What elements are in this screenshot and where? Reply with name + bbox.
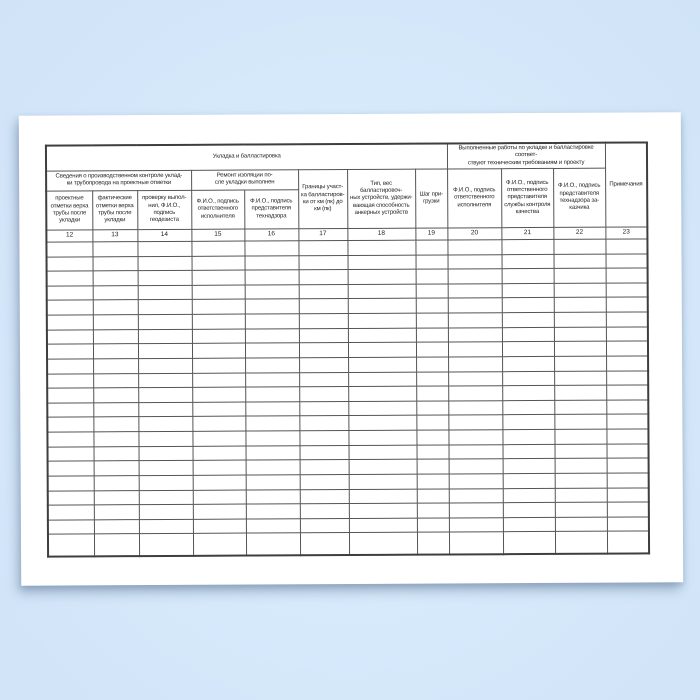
- table-cell: [348, 269, 416, 284]
- table-cell: [245, 255, 299, 270]
- table-cell: [299, 372, 348, 387]
- column-number-cell: 19: [415, 228, 447, 240]
- table-cell: [193, 519, 246, 534]
- table-cell: [299, 343, 348, 358]
- header-client-supervisor-signature: Ф.И.О., подпись представителя технадзора за- казчика: [553, 168, 605, 227]
- table-cell: [246, 445, 300, 460]
- table-cell: [245, 416, 299, 431]
- table-cell: [503, 532, 555, 554]
- table-cell: [607, 517, 649, 532]
- table-cell: [139, 519, 193, 534]
- table-cell: [300, 533, 349, 555]
- table-cell: [300, 489, 349, 504]
- header-actual-marks: фактические отметки верха трубы после укладки: [92, 191, 137, 230]
- table-cell: [448, 386, 502, 401]
- column-number-cell: 18: [347, 228, 415, 240]
- table-cell: [139, 490, 193, 505]
- table-cell: [47, 359, 93, 374]
- table-cell: [138, 300, 192, 315]
- header-row-subgroups: [46, 168, 647, 191]
- table-cell: [554, 268, 606, 283]
- table-cell: [502, 371, 554, 386]
- table-cell: [554, 327, 606, 342]
- table-cell: [503, 473, 555, 488]
- table-cell: [348, 430, 416, 445]
- table-cell: [448, 430, 502, 445]
- table-cell: [138, 344, 192, 359]
- table-cell: [607, 473, 649, 488]
- table-cell: [192, 256, 245, 271]
- table-cell: [47, 388, 93, 403]
- table-cell: [192, 285, 245, 300]
- table-cell: [554, 356, 606, 371]
- table-cell: [553, 239, 605, 254]
- table-cell: [138, 373, 192, 388]
- header-executor-signature: Ф.И.О., подпись ответственного исполнителя: [447, 169, 501, 228]
- table-cell: [245, 372, 299, 387]
- table-cell: [502, 283, 554, 298]
- table-cell: [416, 401, 448, 416]
- table-cell: [503, 488, 555, 503]
- table-cell: [416, 313, 448, 328]
- table-cell: [246, 533, 300, 555]
- table-cell: [46, 242, 92, 257]
- table-cell: [94, 490, 139, 505]
- table-cell: [245, 299, 299, 314]
- table-cell: [415, 240, 447, 255]
- table-cell: [193, 460, 246, 475]
- table-cell: [299, 270, 348, 285]
- table-cell: [501, 239, 553, 254]
- table-cell: [193, 533, 246, 555]
- table-cell: [348, 357, 416, 372]
- table-cell: [94, 505, 139, 520]
- table-cell: [193, 475, 246, 490]
- table-cell: [47, 417, 93, 432]
- table-cell: [299, 387, 348, 402]
- table-cell: [448, 298, 502, 313]
- table-cell: [606, 414, 648, 429]
- table-cell: [139, 504, 193, 519]
- table-cell: [502, 386, 554, 401]
- table-cell: [448, 371, 502, 386]
- table-cell: [448, 400, 502, 415]
- table-cell: [192, 373, 245, 388]
- table-cell: [447, 240, 501, 255]
- table-cell: [503, 503, 555, 518]
- table-cell: [555, 444, 607, 459]
- table-cell: [448, 283, 502, 298]
- column-number-cell: 13: [92, 230, 137, 242]
- column-number-cell: 20: [447, 228, 501, 240]
- table-cell: [192, 416, 245, 431]
- table-cell: [48, 461, 94, 476]
- column-number-cell: 15: [191, 229, 244, 241]
- table-cell: [300, 474, 349, 489]
- table-cell: [348, 386, 416, 401]
- table-cell: [449, 474, 503, 489]
- table-cell: [245, 431, 299, 446]
- table-cell: [449, 459, 503, 474]
- table-cell: [448, 357, 502, 372]
- table-cell: [93, 344, 138, 359]
- table-cell: [416, 255, 448, 270]
- table-cell: [192, 402, 245, 417]
- table-cell: [48, 534, 94, 556]
- table-cell: [416, 357, 448, 372]
- table-cell: [93, 271, 138, 286]
- table-cell: [448, 254, 502, 269]
- table-cell: [606, 312, 648, 327]
- table-cell: [94, 476, 139, 491]
- table-cell: [417, 445, 449, 460]
- table-cell: [93, 388, 138, 403]
- table-cell: [554, 415, 606, 430]
- table-cell: [502, 400, 554, 415]
- column-number-cell: 23: [605, 227, 647, 239]
- table-cell: [349, 459, 417, 474]
- table-cell: [607, 487, 649, 502]
- paper-sheet: [19, 112, 683, 585]
- table-cell: [93, 359, 138, 374]
- table-cell: [555, 517, 607, 532]
- table-cell: [138, 314, 192, 329]
- table-cell: [246, 475, 300, 490]
- table-cell: [192, 343, 245, 358]
- table-cell: [555, 473, 607, 488]
- table-cell: [92, 242, 137, 257]
- table-cell: [417, 459, 449, 474]
- table-cell: [93, 285, 138, 300]
- table-cell: [245, 328, 299, 343]
- table-cell: [47, 315, 93, 330]
- table-cell: [299, 401, 348, 416]
- table-cell: [93, 402, 138, 417]
- table-cell: [93, 417, 138, 432]
- table-cell: [502, 298, 554, 313]
- journal-table: [45, 141, 650, 557]
- table-cell: [555, 458, 607, 473]
- header-boundaries: Границы участ- ка балластиров- ки от км (пк) до км (пк): [298, 169, 347, 228]
- table-cell: [192, 358, 245, 373]
- table-cell: [138, 402, 192, 417]
- table-cell: [554, 400, 606, 415]
- table-cell: [47, 344, 93, 359]
- table-cell: [555, 488, 607, 503]
- table-cell: [554, 371, 606, 386]
- header-completed-group: Выполненные работы по укладке и балластировке соответ- ствуют техническим требованиям и проекту: [447, 143, 605, 169]
- table-cell: [348, 255, 416, 270]
- column-number-cell: 21: [501, 227, 553, 239]
- table-cell: [502, 415, 554, 430]
- table-cell: [448, 269, 502, 284]
- table-cell: [347, 240, 415, 255]
- table-cell: [416, 415, 448, 430]
- table-cell: [138, 387, 192, 402]
- table-cell: [607, 531, 649, 553]
- table-cell: [502, 269, 554, 284]
- table-cell: [47, 256, 93, 271]
- header-design-marks: проектные отметки верха трубы после укладки: [46, 191, 92, 230]
- table-cell: [93, 315, 138, 330]
- table-cell: [503, 517, 555, 532]
- table-cell: [502, 429, 554, 444]
- table-cell: [502, 342, 554, 357]
- table-cell: [606, 297, 648, 312]
- header-surveyor-check: проверку выпол- нил, Ф.И.О., подпись геодезиста: [137, 190, 191, 229]
- table-cell: [502, 254, 554, 269]
- header-ballast-type: Тип, вес балластировоч- ных устройств, удержи- вающая способность анкерных устройств: [347, 169, 415, 228]
- table-cell: [416, 342, 448, 357]
- table-cell: [138, 329, 192, 344]
- header-load-step: Шаг при- грузки: [415, 169, 447, 228]
- table-cell: [192, 329, 245, 344]
- column-number-cell: 16: [244, 229, 298, 241]
- table-cell: [299, 284, 348, 299]
- header-control-group: Сведения о производственном контроле уклад- ки трубопровода на проектные отметки: [46, 170, 191, 191]
- table-cell: [300, 445, 349, 460]
- table-cell: [48, 476, 94, 491]
- table-cell: [245, 402, 299, 417]
- table-cell: [448, 313, 502, 328]
- table-cell: [300, 504, 349, 519]
- table-cell: [246, 460, 300, 475]
- table-cell: [93, 256, 138, 271]
- header-repair-supervisor-signature: Ф.И.О., подпись представителя технадзора: [244, 190, 298, 229]
- table-cell: [449, 503, 503, 518]
- table-cell: [192, 387, 245, 402]
- table-cell: [300, 518, 349, 533]
- table-cell: [246, 504, 300, 519]
- table-cell: [245, 343, 299, 358]
- table-cell: [48, 446, 94, 461]
- table-cell: [246, 489, 300, 504]
- table-cell: [416, 430, 448, 445]
- table-cell: [299, 255, 348, 270]
- header-notes: Примечания: [605, 142, 647, 227]
- header-repair-group: Ремонт изоляции по- сле укладки выполнен: [191, 170, 298, 191]
- table-cell: [348, 372, 416, 387]
- column-number-cell: 12: [46, 230, 92, 242]
- table-cell: [348, 284, 416, 299]
- table-cell: [245, 285, 299, 300]
- table-cell: [245, 387, 299, 402]
- table-cell: [554, 429, 606, 444]
- table-cell: [138, 256, 192, 271]
- table-cell: [416, 269, 448, 284]
- table-cell: [554, 298, 606, 313]
- table-cell: [503, 459, 555, 474]
- table-cell: [139, 446, 193, 461]
- table-cell: [417, 503, 449, 518]
- table-cell: [299, 416, 348, 431]
- table-cell: [449, 517, 503, 532]
- table-cell: [554, 385, 606, 400]
- table-cell: [245, 270, 299, 285]
- table-cell: [245, 358, 299, 373]
- table-cell: [193, 504, 246, 519]
- table-cell: [349, 533, 417, 555]
- table-cell: [349, 503, 417, 518]
- table-cell: [138, 270, 192, 285]
- table-cell: [299, 314, 348, 329]
- table-cell: [349, 489, 417, 504]
- table-cell: [192, 299, 245, 314]
- table-cell: [299, 299, 348, 314]
- table-cell: [300, 460, 349, 475]
- table-cell: [606, 268, 648, 283]
- table-cell: [349, 445, 417, 460]
- column-number-cell: 17: [298, 228, 347, 240]
- table-cell: [93, 300, 138, 315]
- table-cell: [47, 286, 93, 301]
- table-cell: [349, 474, 417, 489]
- table-cell: [47, 432, 93, 447]
- table-cell: [48, 520, 94, 535]
- table-cell: [93, 432, 138, 447]
- table-cell: [192, 431, 245, 446]
- table-cell: [139, 475, 193, 490]
- table-cell: [417, 474, 449, 489]
- table-cell: [417, 518, 449, 533]
- header-repair-executor-signature: Ф.И.О., подпись ответственного исполнителя: [191, 190, 244, 229]
- table-cell: [606, 400, 648, 415]
- table-cell: [449, 488, 503, 503]
- table-cell: [94, 461, 139, 476]
- table-cell: [298, 240, 347, 255]
- table-cell: [47, 271, 93, 286]
- header-laying-group: Укладка и балластировка: [46, 143, 447, 170]
- table-cell: [244, 241, 298, 256]
- table-cell: [47, 300, 93, 315]
- table-cell: [299, 328, 348, 343]
- table-cell: [348, 313, 416, 328]
- table-cell: [48, 490, 94, 505]
- table-cell: [607, 444, 649, 459]
- table-cell: [417, 489, 449, 504]
- table-cell: [48, 505, 94, 520]
- table-cell: [246, 519, 300, 534]
- table-cell: [93, 373, 138, 388]
- table-cell: [416, 284, 448, 299]
- table-cell: [47, 329, 93, 344]
- table-cell: [416, 298, 448, 313]
- table-cell: [416, 328, 448, 343]
- table-cell: [606, 283, 648, 298]
- table-cell: [245, 314, 299, 329]
- table-cell: [502, 327, 554, 342]
- table-cell: [138, 285, 192, 300]
- table-cell: [138, 358, 192, 373]
- table-cell: [606, 327, 648, 342]
- table-cell: [606, 370, 648, 385]
- table-cell: [94, 534, 139, 556]
- column-number-cell: 14: [137, 229, 191, 241]
- table-cell: [348, 342, 416, 357]
- table-cell: [554, 283, 606, 298]
- table-cell: [193, 446, 246, 461]
- table-cell: [193, 490, 246, 505]
- table-cell: [416, 372, 448, 387]
- table-cell: [192, 270, 245, 285]
- table-cell: [448, 342, 502, 357]
- table-cell: [416, 386, 448, 401]
- table-cell: [139, 534, 193, 556]
- header-quality-rep-signature: Ф.И.О., подпись ответственного представителя службы контроля качества: [501, 168, 553, 227]
- table-cell: [605, 239, 647, 254]
- table-cell: [417, 532, 449, 554]
- table-cell: [607, 458, 649, 473]
- table-cell: [299, 357, 348, 372]
- table-cell: [449, 444, 503, 459]
- table-cell: [299, 431, 348, 446]
- table-cell: [606, 429, 648, 444]
- table-cell: [502, 312, 554, 327]
- table-cell: [606, 253, 648, 268]
- table-cell: [448, 327, 502, 342]
- table-cell: [138, 431, 192, 446]
- table-cell: [502, 356, 554, 371]
- table-cell: [448, 415, 502, 430]
- table-cell: [503, 444, 555, 459]
- table-cell: [348, 416, 416, 431]
- table-cell: [554, 254, 606, 269]
- table-cell: [348, 328, 416, 343]
- table-cell: [139, 461, 193, 476]
- table-cell: [137, 241, 191, 256]
- column-number-cell: 22: [553, 227, 605, 239]
- table-cell: [554, 312, 606, 327]
- table-cell: [555, 502, 607, 517]
- table-cell: [607, 502, 649, 517]
- table-cell: [47, 373, 93, 388]
- header-row-groups: [46, 142, 647, 171]
- table-cell: [348, 401, 416, 416]
- table-cell: [606, 385, 648, 400]
- table-cell: [349, 518, 417, 533]
- table-cell: [93, 329, 138, 344]
- table-cell: [47, 403, 93, 418]
- table-body-row: [48, 531, 649, 556]
- table-cell: [606, 356, 648, 371]
- table-cell: [138, 417, 192, 432]
- table-cell: [191, 241, 244, 256]
- table-cell: [555, 532, 607, 554]
- table-cell: [192, 314, 245, 329]
- table-cell: [348, 299, 416, 314]
- table-cell: [94, 519, 139, 534]
- table-cell: [94, 446, 139, 461]
- table-cell: [606, 341, 648, 356]
- table-cell: [449, 532, 503, 554]
- table-cell: [554, 341, 606, 356]
